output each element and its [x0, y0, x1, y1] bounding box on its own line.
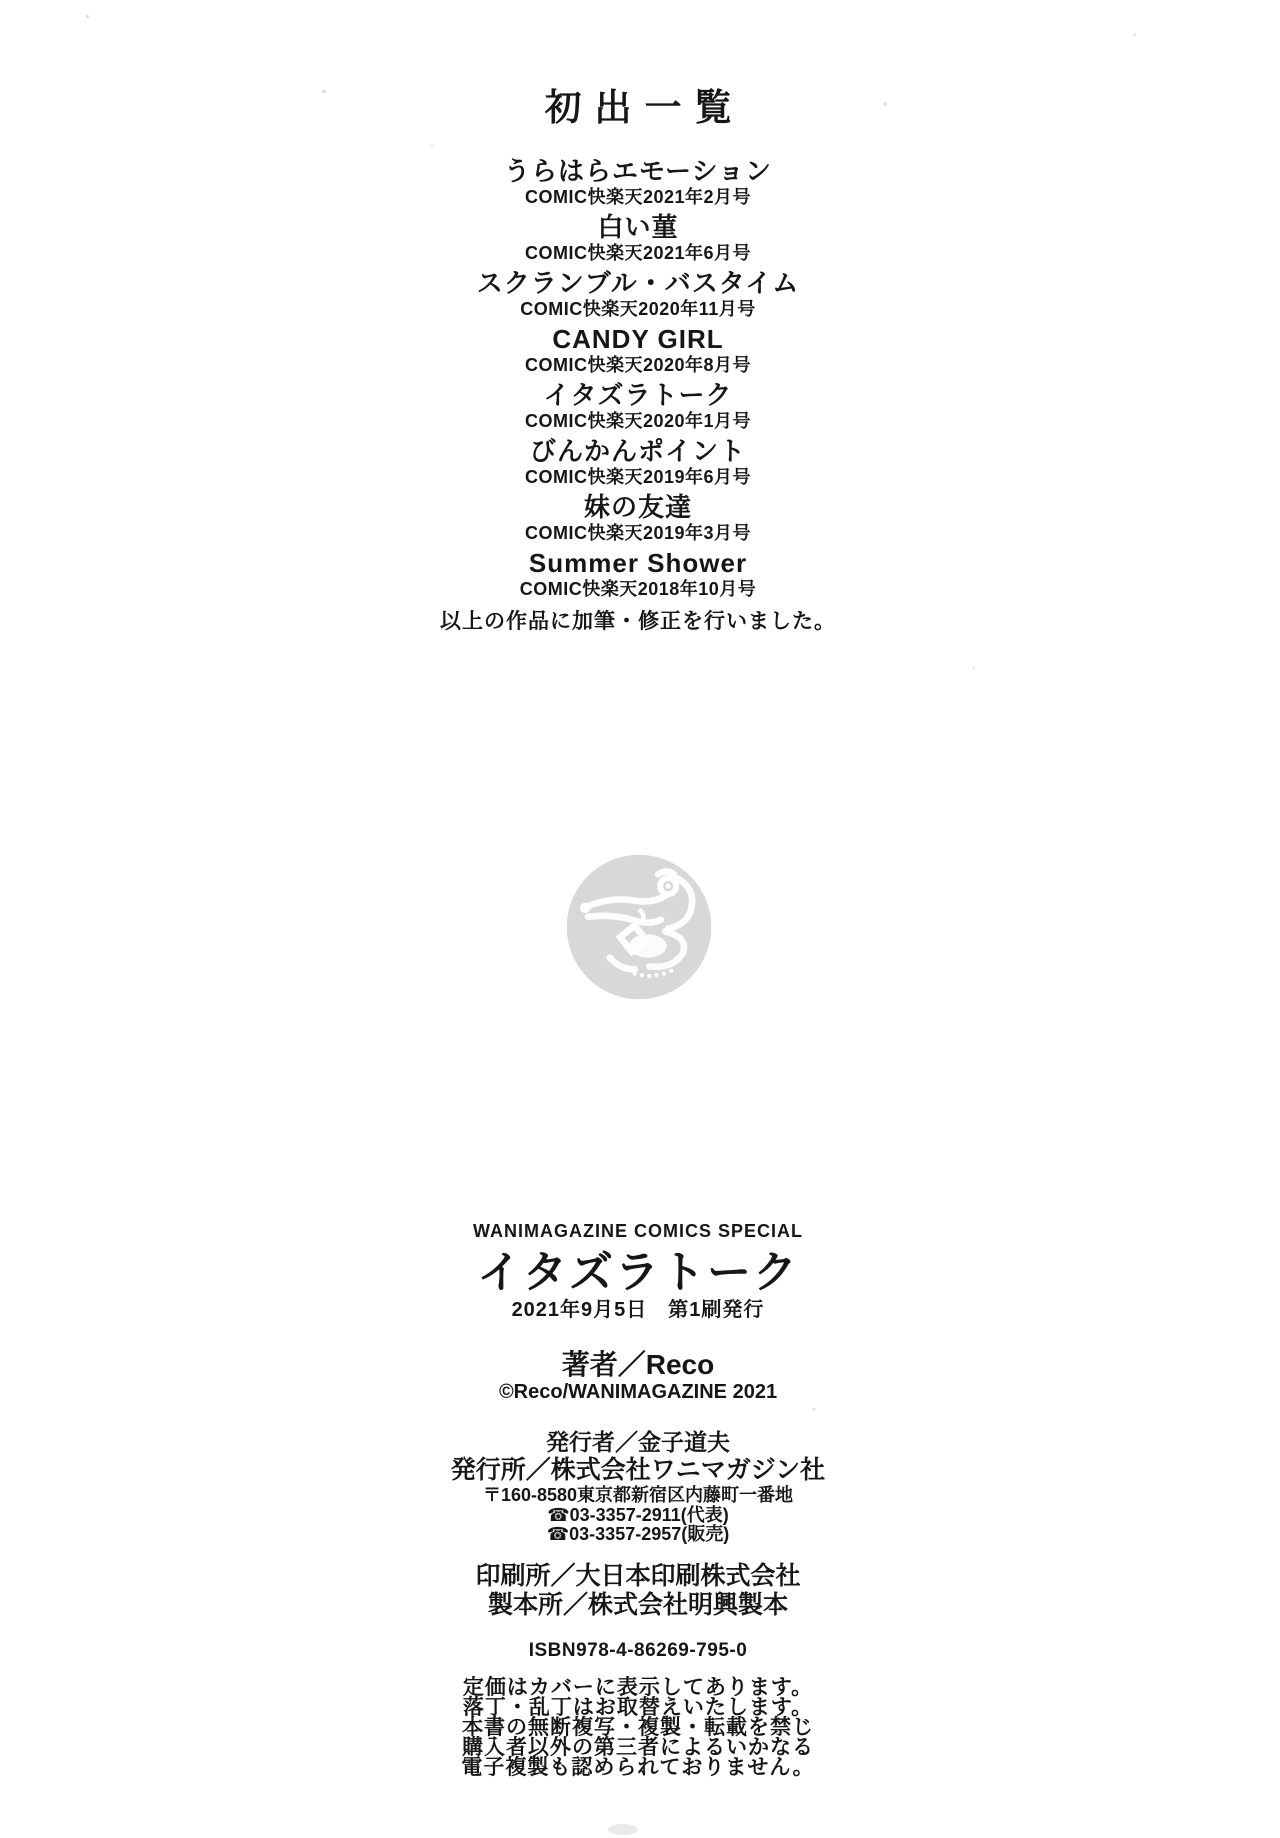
phone-main-line: ☎03-3357-2911(代表) [547, 1505, 729, 1525]
list-item [0, 548, 1276, 600]
printer-line: 印刷所／大日本印刷株式会社 [475, 1562, 801, 1590]
list-item [0, 324, 1276, 376]
work-title: 妹の友達 [583, 492, 692, 522]
edition-line: 2021年9月5日 第1刷発行 [511, 1299, 765, 1321]
work-list [0, 156, 1276, 600]
scan-speck [430, 145, 434, 147]
author-line: 著者／Reco [561, 1349, 715, 1380]
notice-line: 本書の無断複写・複製・転載を禁じ [462, 1716, 814, 1739]
page-title: 初出一覧 [544, 87, 745, 128]
work-title: うらはらエモーション [504, 156, 772, 186]
publishing-house-line: 発行所／株式会社ワニマガジン社 [450, 1456, 826, 1484]
scan-speck [1133, 33, 1136, 36]
work-title: 白い菫 [597, 212, 679, 242]
work-source: COMIC快楽天2019年6月号 [524, 467, 752, 487]
work-source: COMIC快楽天2020年11月号 [520, 299, 756, 319]
work-source: COMIC快楽天2021年6月号 [524, 243, 752, 263]
copyright-line: ©Reco/WANIMAGAZINE 2021 [498, 1381, 778, 1403]
scan-speck [86, 15, 89, 18]
scan-smudge [608, 1824, 638, 1835]
notice-line: 購入者以外の第三者によるいかなる [462, 1736, 814, 1759]
isbn-line: ISBN978-4-86269-795-0 [528, 1640, 748, 1661]
bindery-line: 製本所／株式会社明興製本 [487, 1591, 788, 1619]
work-source: COMIC快楽天2018年10月号 [519, 579, 757, 599]
work-source: COMIC快楽天2019年3月号 [524, 523, 752, 543]
crocodile-stamp-icon [566, 854, 712, 1000]
legal-notices [0, 1678, 1276, 1778]
list-item [0, 156, 1276, 208]
first-publication-section [0, 86, 1276, 634]
scan-speck [972, 666, 975, 669]
work-title: Summer Shower [528, 548, 748, 578]
notice-line: 電子複製も認められておりません。 [461, 1756, 815, 1779]
list-item [0, 212, 1276, 264]
work-source: COMIC快楽天2020年8月号 [524, 355, 752, 375]
work-title: スクランブル・バスタイム [476, 268, 800, 298]
scan-speck [883, 102, 887, 106]
work-title: びんかんポイント [529, 436, 746, 466]
notice-line: 落丁・乱丁はお取替えいたします。 [462, 1696, 814, 1719]
list-item [0, 436, 1276, 488]
work-source: COMIC快楽天2020年1月号 [524, 411, 752, 431]
list-item [0, 268, 1276, 320]
work-title: CANDY GIRL [552, 324, 724, 354]
notice-line: 定価はカバーに表示してあります。 [462, 1676, 814, 1699]
revision-note: 以上の作品に加筆・修正を行いました。 [440, 610, 836, 633]
imprint-label: WANIMAGAZINE COMICS SPECIAL [472, 1221, 803, 1241]
publisher-line: 発行者／金子道夫 [546, 1429, 730, 1455]
work-source: COMIC快楽天2021年2月号 [524, 187, 752, 207]
list-item [0, 492, 1276, 544]
colophon-section [0, 1221, 1276, 1778]
list-item [0, 380, 1276, 432]
book-title: イタズラトーク [477, 1248, 799, 1297]
scan-speck [812, 1408, 816, 1411]
address-line: 〒160-8580東京都新宿区内藤町一番地 [482, 1485, 794, 1505]
scan-speck [322, 90, 326, 93]
work-title: イタズラトーク [543, 380, 733, 410]
phone-sales-line: ☎03-3357-2957(販売) [546, 1524, 730, 1544]
